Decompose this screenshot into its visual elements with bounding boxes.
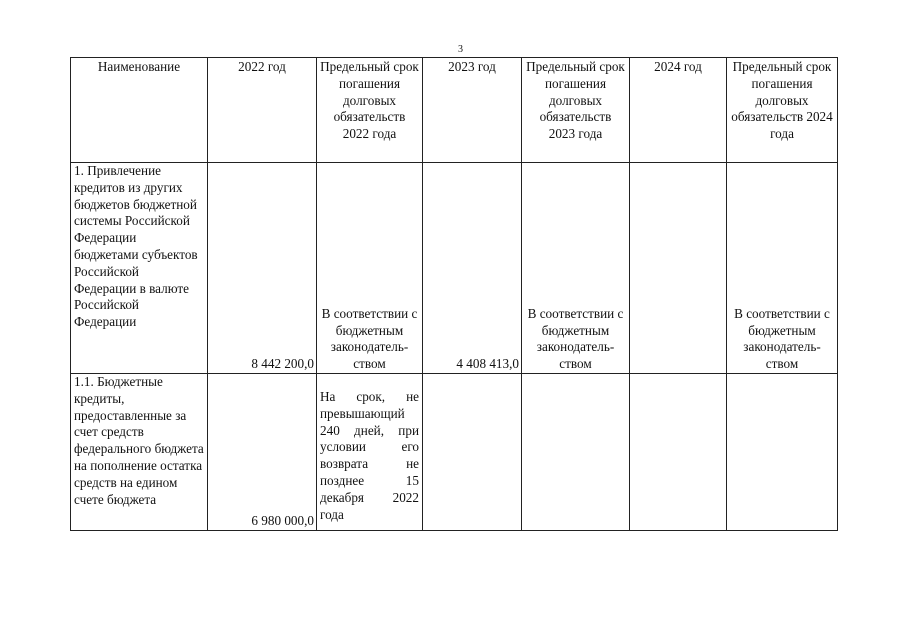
header-name: Наименование [71, 58, 208, 163]
table-row [71, 374, 838, 531]
borrowing-table [70, 57, 838, 531]
page-number: 3 [458, 44, 463, 55]
row-name: 1. Привлечение кредитов из других бюджетов бюджетной системы Российской Федерации бюджетами субъектов Российской Федерации в валюте Российской Федерации [71, 163, 208, 374]
row-name: 1.1. Бюджетные кредиты, предоставленные за счет средств федерального бюджета на пополнение остатка средств на едином счете бюджета [71, 374, 208, 531]
row-value-2022: 8 442 200,0 [208, 163, 317, 374]
row-term-2022: В соответствии с бюджетным законодатель-ством [317, 163, 423, 374]
row-value-2024 [630, 374, 727, 531]
row-value-2024 [630, 163, 727, 374]
row-value-2023: 4 408 413,0 [423, 163, 522, 374]
row-term-2023 [522, 374, 630, 531]
table-row [71, 163, 838, 374]
header-term-2023: Предельный срок погашения долговых обязательств 2023 года [522, 58, 630, 163]
row-term-2022: На срок, не превышающий 240 дней, при условии его возврата не позднее 15 декабря 2022 года [317, 374, 423, 531]
header-2024: 2024 год [630, 58, 727, 163]
header-term-2022: Предельный срок погашения долговых обязательств 2022 года [317, 58, 423, 163]
table-header-row [71, 58, 838, 163]
header-2023: 2023 год [423, 58, 522, 163]
row-term-2024: В соответствии с бюджетным законодатель-ством [727, 163, 838, 374]
header-2022: 2022 год [208, 58, 317, 163]
header-term-2024: Предельный срок погашения долговых обязательств 2024 года [727, 58, 838, 163]
row-term-2023: В соответствии с бюджетным законодатель-ством [522, 163, 630, 374]
row-term-2024 [727, 374, 838, 531]
row-value-2023 [423, 374, 522, 531]
row-value-2022: 6 980 000,0 [208, 374, 317, 531]
